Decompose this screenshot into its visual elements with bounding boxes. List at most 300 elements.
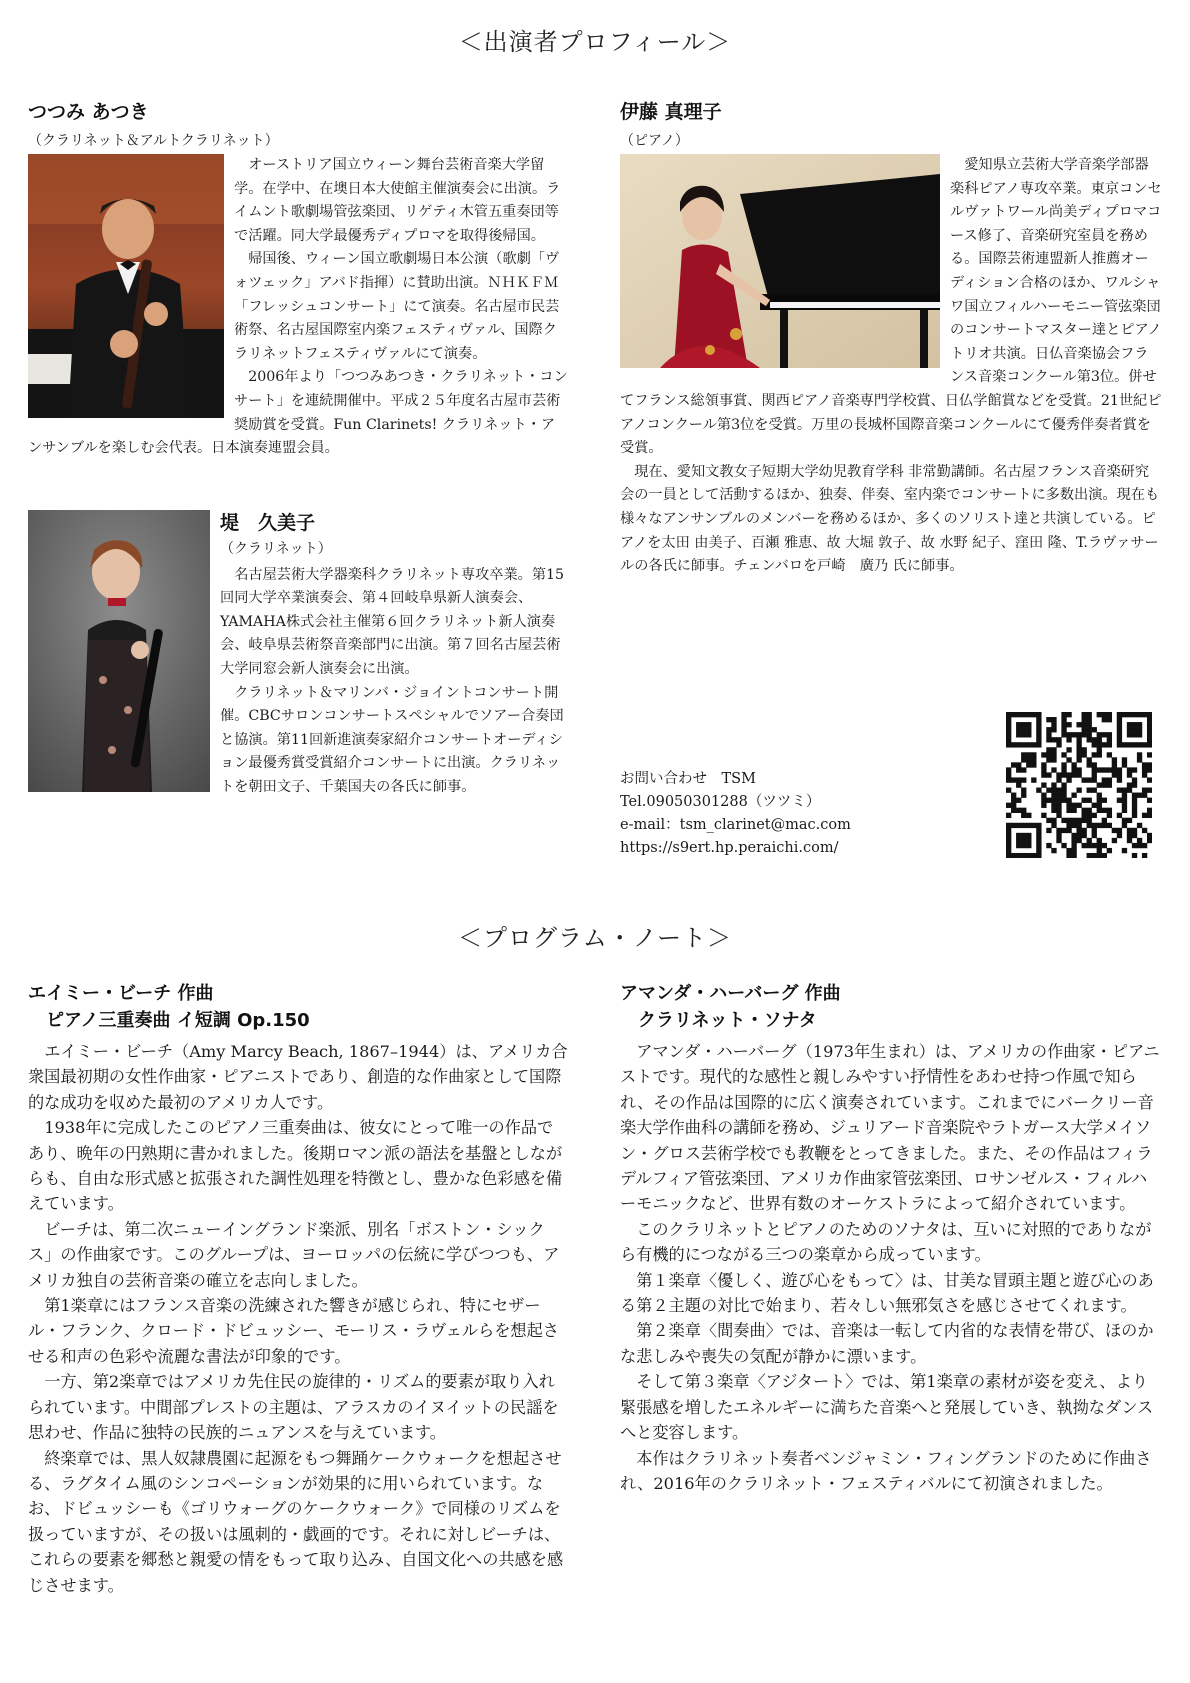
- qr-module: [1061, 727, 1066, 732]
- qr-module: [1071, 818, 1076, 823]
- qr-module: [1031, 712, 1036, 717]
- qr-module: [1051, 803, 1056, 808]
- bio-paragraph: 名古屋芸術大学器楽科クラリネット専攻卒業。第15回同大学卒業演奏会、第４回岐阜県新人演奏会、YAMAHA株式会社主催第６回クラリネット新人演奏会、岐阜県芸術祭音楽部門に出演。第７回名古屋芸術大学同窓会新人演奏会に出演。: [220, 566, 565, 677]
- qr-module: [1092, 727, 1097, 732]
- qr-module: [1122, 803, 1127, 808]
- qr-module: [1147, 727, 1152, 732]
- qr-module: [1046, 843, 1051, 848]
- qr-module: [1011, 742, 1016, 747]
- qr-module: [1006, 742, 1011, 747]
- qr-module: [1087, 823, 1092, 828]
- qr-module: [1041, 813, 1046, 818]
- qr-module: [1016, 798, 1021, 803]
- qr-module: [1036, 828, 1041, 833]
- qr-module: [1102, 853, 1107, 858]
- qr-module: [1066, 803, 1071, 808]
- qr-module: [1117, 722, 1122, 727]
- qr-module: [1082, 828, 1087, 833]
- qr-module: [1041, 762, 1046, 767]
- qr-module: [1122, 712, 1127, 717]
- tsutsumi-kumiko-photo: [28, 510, 210, 792]
- qr-module: [1021, 757, 1026, 762]
- qr-module: [1102, 767, 1107, 772]
- qr-module: [1061, 788, 1066, 793]
- qr-module: [1102, 732, 1107, 737]
- qr-module: [1061, 798, 1066, 803]
- qr-module: [1097, 843, 1102, 848]
- qr-module: [1102, 717, 1107, 722]
- qr-module: [1021, 712, 1026, 717]
- qr-module: [1092, 777, 1097, 782]
- qr-module: [1076, 823, 1081, 828]
- performer-role: （クラリネット＆アルトクラリネット）: [28, 133, 279, 149]
- qr-module: [1071, 848, 1076, 853]
- qr-module: [1006, 823, 1011, 828]
- qr-module: [1016, 833, 1021, 838]
- qr-module: [1087, 813, 1092, 818]
- qr-module: [1097, 838, 1102, 843]
- qr-module: [1006, 717, 1011, 722]
- qr-module: [1112, 772, 1117, 777]
- qr-module: [1107, 813, 1112, 818]
- qr-module: [1137, 838, 1142, 843]
- qr-module: [1021, 777, 1026, 782]
- qr-module: [1147, 777, 1152, 782]
- qr-module: [1076, 788, 1081, 793]
- qr-module: [1066, 818, 1071, 823]
- qr-module: [1036, 727, 1041, 732]
- contact-label: お問い合わせ TSM: [620, 771, 756, 787]
- qr-module: [1036, 833, 1041, 838]
- qr-module: [1046, 772, 1051, 777]
- qr-module: [1132, 722, 1137, 727]
- qr-module: [1061, 828, 1066, 833]
- qr-module: [1066, 712, 1071, 717]
- qr-module: [1127, 727, 1132, 732]
- qr-module: [1102, 843, 1107, 848]
- qr-module: [1092, 843, 1097, 848]
- performer-role: （クラリネット）: [220, 541, 332, 557]
- qr-module: [1021, 732, 1026, 737]
- qr-module: [1061, 762, 1066, 767]
- qr-module: [1051, 767, 1056, 772]
- qr-module: [1036, 843, 1041, 848]
- qr-module: [1097, 793, 1102, 798]
- qr-module: [1107, 752, 1112, 757]
- qr-module: [1132, 813, 1137, 818]
- qr-module: [1066, 823, 1071, 828]
- qr-module: [1127, 772, 1132, 777]
- qr-module: [1122, 848, 1127, 853]
- qr-module: [1021, 752, 1026, 757]
- qr-module: [1006, 722, 1011, 727]
- qr-module: [1092, 737, 1097, 742]
- qr-module: [1061, 843, 1066, 848]
- qr-module: [1147, 788, 1152, 793]
- qr-module: [1066, 848, 1071, 853]
- qr-module: [1142, 813, 1147, 818]
- qr-module: [1076, 828, 1081, 833]
- qr-module: [1006, 843, 1011, 848]
- qr-module: [1147, 767, 1152, 772]
- qr-module: [1006, 788, 1011, 793]
- qr-module: [1102, 782, 1107, 787]
- qr-module: [1147, 722, 1152, 727]
- qr-module: [1056, 788, 1061, 793]
- qr-module: [1087, 818, 1092, 823]
- qr-module: [1107, 737, 1112, 742]
- qr-module: [1056, 833, 1061, 838]
- qr-module: [1097, 823, 1102, 828]
- qr-module: [1071, 772, 1076, 777]
- qr-module: [1026, 838, 1031, 843]
- qr-module: [1087, 727, 1092, 732]
- qr-module: [1061, 767, 1066, 772]
- qr-module: [1011, 853, 1016, 858]
- qr-module: [1142, 843, 1147, 848]
- qr-module: [1006, 833, 1011, 838]
- qr-module: [1122, 788, 1127, 793]
- qr-module: [1107, 742, 1112, 747]
- qr-module: [1082, 813, 1087, 818]
- qr-module: [1011, 712, 1016, 717]
- qr-module: [1137, 722, 1142, 727]
- qr-module: [1082, 777, 1087, 782]
- qr-module: [1082, 747, 1087, 752]
- piece-title: ピアノ三重奏曲 イ短調 Op.150: [46, 1010, 310, 1031]
- qr-module: [1087, 757, 1092, 762]
- performer-tsutsumi: [28, 97, 568, 461]
- qr-module: [1046, 828, 1051, 833]
- note-paragraph: エイミー・ビーチ（Amy Marcy Beach, 1867–1944）は、アメリカ合衆国最初期の女性作曲家・ピアニストであり、創造的な作曲家として国際的な成功を収めた最初のアメリカ人です。: [28, 1042, 568, 1112]
- qr-module: [1122, 798, 1127, 803]
- qr-module: [1097, 742, 1102, 747]
- qr-module: [1112, 757, 1117, 762]
- note-paragraph: 終楽章では、黒人奴隷農園に起源をもつ舞踊ケークウォークを想起させる、ラグタイム風のシンコペーションが効果的に用いられています。なお、ドビュッシーも《ゴリウォーグのケークウォーク》で同様のリズムを扱っていますが、その扱いは風刺的・戯画的です。それに対しビーチは、これらの要素を郷愁と親愛の情をもって取り込み、自国文化への共感を感じさせます。: [28, 1448, 564, 1595]
- qr-module: [1102, 823, 1107, 828]
- contact-url[interactable]: https://s9ert.hp.peraichi.com/: [620, 840, 839, 856]
- qr-module: [1092, 833, 1097, 838]
- qr-module: [1071, 823, 1076, 828]
- qr-module: [1076, 818, 1081, 823]
- qr-module: [1147, 737, 1152, 742]
- qr-module: [1016, 732, 1021, 737]
- qr-module: [1071, 793, 1076, 798]
- qr-module: [1066, 732, 1071, 737]
- qr-module: [1076, 833, 1081, 838]
- qr-module: [1142, 767, 1147, 772]
- qr-module: [1132, 843, 1137, 848]
- qr-module: [1122, 762, 1127, 767]
- qr-module: [1006, 732, 1011, 737]
- qr-module: [1137, 752, 1142, 757]
- qr-module: [1117, 742, 1122, 747]
- qr-module: [1097, 848, 1102, 853]
- qr-module: [1092, 823, 1097, 828]
- qr-module: [1132, 853, 1137, 858]
- qr-module: [1056, 803, 1061, 808]
- qr-module: [1066, 747, 1071, 752]
- qr-module: [1061, 732, 1066, 737]
- qr-module: [1031, 762, 1036, 767]
- qr-module: [1087, 853, 1092, 858]
- qr-module: [1142, 853, 1147, 858]
- qr-module: [1071, 767, 1076, 772]
- qr-module: [1127, 833, 1132, 838]
- qr-module: [1097, 712, 1102, 717]
- qr-module: [1107, 767, 1112, 772]
- qr-module: [1051, 757, 1056, 762]
- qr-module: [1117, 737, 1122, 742]
- qr-module: [1127, 818, 1132, 823]
- qr-module: [1082, 717, 1087, 722]
- qr-module: [1117, 798, 1122, 803]
- note-paragraph: 1938年に完成したこのピアノ三重奏曲は、彼女にとって唯一の作品であり、晩年の円熟期に書かれました。後期ロマン派の語法を基盤としながらも、自由な形式感と拡張された調性処理を特徴とし、豊かな色彩感を備えています。: [28, 1118, 563, 1214]
- qr-module: [1026, 722, 1031, 727]
- qr-module: [1082, 798, 1087, 803]
- qr-module: [1011, 762, 1016, 767]
- qr-module: [1132, 727, 1137, 732]
- qr-module: [1056, 808, 1061, 813]
- qr-module: [1036, 717, 1041, 722]
- qr-module: [1082, 818, 1087, 823]
- qr-module: [1026, 762, 1031, 767]
- qr-module: [1087, 712, 1092, 717]
- qr-module: [1082, 833, 1087, 838]
- qr-module: [1066, 798, 1071, 803]
- qr-module: [1046, 752, 1051, 757]
- qr-code[interactable]: [1006, 712, 1152, 858]
- qr-module: [1011, 798, 1016, 803]
- qr-module: [1122, 808, 1127, 813]
- qr-module: [1132, 767, 1137, 772]
- qr-module: [1087, 788, 1092, 793]
- qr-module: [1092, 803, 1097, 808]
- qr-module: [1021, 833, 1026, 838]
- qr-module: [1137, 727, 1142, 732]
- qr-module: [1127, 782, 1132, 787]
- qr-module: [1026, 853, 1031, 858]
- qr-module: [1142, 772, 1147, 777]
- qr-module: [1076, 803, 1081, 808]
- qr-module: [1006, 813, 1011, 818]
- qr-module: [1142, 742, 1147, 747]
- qr-module: [1056, 798, 1061, 803]
- qr-code-graphic: [1006, 712, 1152, 858]
- qr-module: [1051, 798, 1056, 803]
- qr-module: [1036, 742, 1041, 747]
- qr-module: [1061, 818, 1066, 823]
- qr-module: [1021, 722, 1026, 727]
- qr-module: [1051, 818, 1056, 823]
- qr-module: [1132, 808, 1137, 813]
- qr-module: [1127, 788, 1132, 793]
- qr-module: [1046, 732, 1051, 737]
- qr-module: [1147, 752, 1152, 757]
- qr-module: [1006, 737, 1011, 742]
- qr-module: [1041, 803, 1046, 808]
- tsutsumi-photo: [28, 154, 224, 418]
- qr-module: [1117, 777, 1122, 782]
- qr-module: [1117, 828, 1122, 833]
- qr-module: [1006, 712, 1011, 717]
- qr-module: [1076, 757, 1081, 762]
- qr-module: [1011, 803, 1016, 808]
- bio-paragraph: クラリネット＆マリンバ・ジョイントコンサート開催。CBCサロンコンサートスペシャルでソアー合奏団と協演。第11回新進演奏家紹介コンサートオーディション最優秀賞受賞紹介コンサートに出演。クラリネットを朝田文子、千葉国夫の各氏に師事。: [220, 684, 564, 795]
- qr-module: [1036, 737, 1041, 742]
- qr-module: [1122, 818, 1127, 823]
- qr-module: [1127, 712, 1132, 717]
- qr-module: [1061, 722, 1066, 727]
- qr-module: [1071, 833, 1076, 838]
- qr-module: [1041, 793, 1046, 798]
- qr-module: [1117, 727, 1122, 732]
- qr-module: [1036, 823, 1041, 828]
- qr-module: [1061, 752, 1066, 757]
- contact-phone[interactable]: Tel.09050301288（ツツミ）: [620, 794, 821, 810]
- qr-module: [1107, 808, 1112, 813]
- qr-module: [1117, 788, 1122, 793]
- qr-module: [1076, 742, 1081, 747]
- contact-email[interactable]: e-mail：tsm_clarinet@mac.com: [620, 817, 851, 833]
- qr-module: [1132, 732, 1137, 737]
- qr-module: [1066, 772, 1071, 777]
- qr-module: [1122, 793, 1127, 798]
- qr-module: [1021, 823, 1026, 828]
- qr-module: [1036, 788, 1041, 793]
- bio-paragraph: 2006年より「つつみあつき・クラリネット・コンサート」を連続開催中。平成２５年度名古屋市芸術奨励賞を受賞。Fun Clarinets! クラリネット・アンサンブルを楽しむ会代表。日本演奏連盟会員。: [28, 369, 568, 457]
- qr-module: [1016, 712, 1021, 717]
- qr-module: [1102, 777, 1107, 782]
- qr-module: [1026, 823, 1031, 828]
- qr-module: [1076, 772, 1081, 777]
- qr-module: [1142, 712, 1147, 717]
- qr-module: [1097, 747, 1102, 752]
- qr-module: [1051, 747, 1056, 752]
- qr-module: [1011, 777, 1016, 782]
- piece-title: クラリネット・ソナタ: [638, 1010, 817, 1031]
- profile-heading: ＜出演者プロフィール＞: [458, 28, 732, 56]
- qr-module: [1087, 762, 1092, 767]
- bio-paragraph: 愛知県立芸術大学音楽学部器楽科ピアノ専攻卒業。東京コンセルヴァトワール尚美ディプロマコース修了、音楽研究室員を務める。国際芸術連盟新人推薦オーディション合格のほか、ワルシャワ国立フィルハーモニー管弦楽団のコンサートマスター達とピアノトリオ共演。日仏音楽協会フランス音楽コンクール第3位。併せてフランス総領事賞、関西ピアノ音楽専門学校賞、日仏学館賞などを受賞。21世紀ピアノコンクール第3位を受賞。万里の長城杯国際音楽コンクールにて優秀伴奏者賞を受賞。: [620, 157, 1162, 457]
- qr-module: [1016, 782, 1021, 787]
- qr-module: [1087, 777, 1092, 782]
- qr-module: [1061, 772, 1066, 777]
- qr-module: [1011, 808, 1016, 813]
- qr-module: [1066, 777, 1071, 782]
- qr-module: [1147, 838, 1152, 843]
- qr-module: [1051, 717, 1056, 722]
- qr-module: [1046, 788, 1051, 793]
- qr-module: [1046, 717, 1051, 722]
- qr-module: [1127, 732, 1132, 737]
- qr-module: [1142, 793, 1147, 798]
- qr-module: [1046, 818, 1051, 823]
- qr-module: [1092, 828, 1097, 833]
- qr-module: [1046, 747, 1051, 752]
- qr-module: [1087, 732, 1092, 737]
- note-paragraph: そして第３楽章〈アジタート〉では、第1楽章の素材が姿を変え、より緊張感を増したエネルギーに満ちた音楽へと発展していき、執拗なダンスへと変容します。: [620, 1372, 1154, 1443]
- qr-module: [1036, 722, 1041, 727]
- qr-module: [1097, 752, 1102, 757]
- qr-module: [1082, 712, 1087, 717]
- qr-module: [1097, 808, 1102, 813]
- qr-module: [1076, 767, 1081, 772]
- qr-module: [1016, 722, 1021, 727]
- bio-paragraph: オーストリア国立ウィーン舞台芸術音楽大学留学。在学中、在墺日本大使館主催演奏会に出演。ライムント歌劇場管弦楽団、リゲティ木管五重奏団等で活躍。同大学最優秀ディプロマを取得後帰国。: [234, 157, 561, 244]
- qr-module: [1087, 838, 1092, 843]
- qr-module: [1097, 782, 1102, 787]
- qr-module: [1137, 793, 1142, 798]
- qr-module: [1046, 757, 1051, 762]
- qr-module: [1127, 828, 1132, 833]
- qr-module: [1107, 732, 1112, 737]
- qr-module: [1147, 813, 1152, 818]
- qr-module: [1097, 798, 1102, 803]
- qr-module: [1112, 762, 1117, 767]
- qr-module: [1006, 803, 1011, 808]
- qr-module: [1051, 788, 1056, 793]
- qr-module: [1137, 732, 1142, 737]
- note-paragraph: 一方、第2楽章ではアメリカ先住民の旋律的・リズム的要素が取り入れられています。中間部プレストの主題は、アラスカのイヌイットの民謡を思わせ、作品に独特の民族的ニュアンスを与えています。: [28, 1372, 559, 1443]
- qr-module: [1117, 767, 1122, 772]
- qr-module: [1031, 853, 1036, 858]
- qr-module: [1041, 782, 1046, 787]
- qr-module: [1122, 742, 1127, 747]
- qr-module: [1076, 747, 1081, 752]
- qr-module: [1036, 732, 1041, 737]
- qr-module: [1021, 843, 1026, 848]
- qr-module: [1051, 727, 1056, 732]
- qr-module: [1051, 793, 1056, 798]
- qr-module: [1087, 843, 1092, 848]
- program-note-beach: [28, 980, 568, 1598]
- note-paragraph: ビーチは、第二次ニューイングランド楽派、別名「ボストン・シックス」の作曲家です。このグループは、ヨーロッパの伝統に学びつつも、アメリカ独自の芸術音楽の確立を志向しました。: [28, 1219, 560, 1290]
- qr-module: [1071, 732, 1076, 737]
- qr-module: [1092, 788, 1097, 793]
- qr-module: [1051, 782, 1056, 787]
- qr-module: [1016, 767, 1021, 772]
- performer-tsutsumi-kumiko: [28, 510, 568, 800]
- qr-module: [1092, 772, 1097, 777]
- qr-module: [1107, 823, 1112, 828]
- qr-module: [1082, 732, 1087, 737]
- note-paragraph: 本作はクラリネット奏者ベンジャミン・フィングランドのために作曲され、2016年のクラリネット・フェスティバルにて初演されました。: [620, 1448, 1152, 1493]
- qr-module: [1087, 717, 1092, 722]
- qr-module: [1092, 813, 1097, 818]
- qr-module: [1031, 757, 1036, 762]
- qr-module: [1107, 717, 1112, 722]
- qr-module: [1082, 808, 1087, 813]
- qr-module: [1107, 782, 1112, 787]
- qr-module: [1102, 808, 1107, 813]
- qr-module: [1056, 737, 1061, 742]
- qr-module: [1036, 712, 1041, 717]
- qr-module: [1147, 717, 1152, 722]
- qr-module: [1021, 742, 1026, 747]
- qr-module: [1026, 742, 1031, 747]
- qr-module: [1142, 828, 1147, 833]
- qr-module: [1147, 833, 1152, 838]
- qr-module: [1082, 843, 1087, 848]
- bio-paragraph: 帰国後、ウィーン国立歌劇場日本公演（歌劇「ヴォツェック」アバド指揮）に賛助出演。ＮＨＫＦＭ「フレッシュコンサート」にて演奏。名古屋市民芸術祭、名古屋国際室内楽フェスティヴァル、国際クラリネットフェスティヴァルにて演奏。: [234, 251, 560, 362]
- qr-module: [1127, 722, 1132, 727]
- qr-module: [1006, 772, 1011, 777]
- qr-module: [1082, 727, 1087, 732]
- qr-module: [1051, 722, 1056, 727]
- qr-module: [1061, 717, 1066, 722]
- qr-module: [1051, 808, 1056, 813]
